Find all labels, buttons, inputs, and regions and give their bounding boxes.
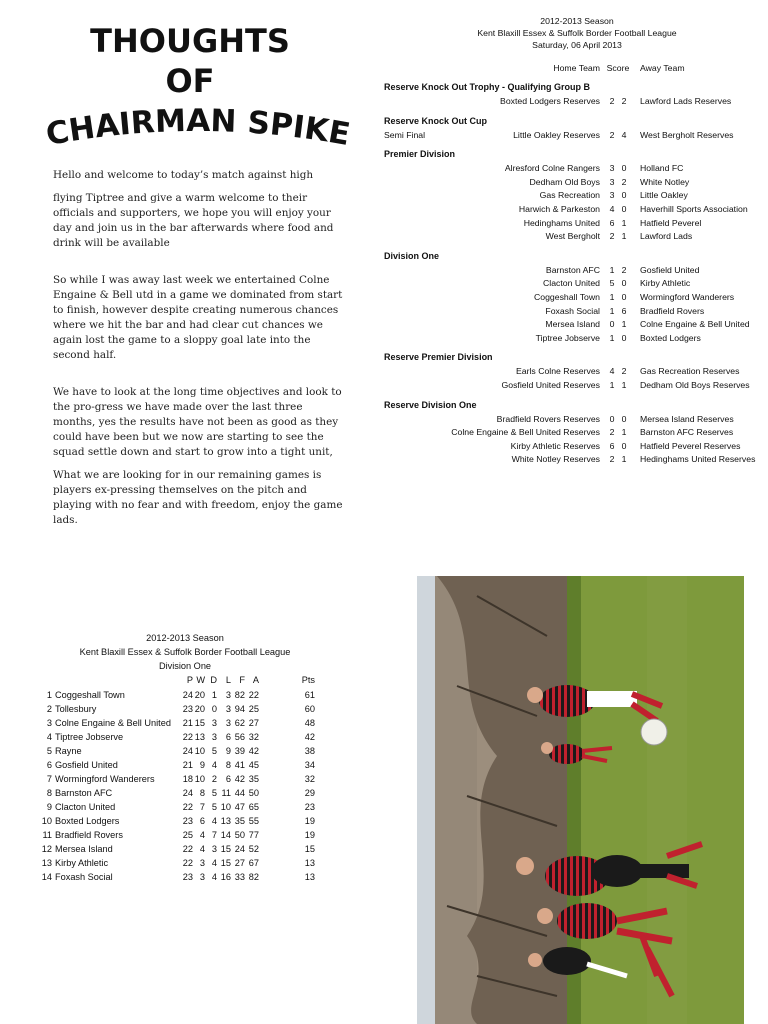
played: 24 [182, 746, 193, 756]
played: 21 [182, 718, 193, 728]
points: 42 [304, 732, 315, 742]
goals-for: 41 [234, 760, 245, 770]
home-score: 3 [609, 190, 615, 201]
lost: 3 [225, 704, 231, 714]
lost: 15 [220, 858, 231, 868]
away-team: Lawford Lads Reserves [640, 96, 732, 106]
home-score: 1 [609, 291, 615, 302]
away-team: Little Oakley [640, 190, 688, 201]
position: 6 [46, 760, 52, 770]
points: 23 [304, 802, 315, 812]
home-team: Barnston AFC [545, 264, 600, 275]
match-row [384, 129, 764, 143]
drawn: 4 [211, 816, 217, 826]
points: 19 [304, 830, 315, 840]
home-team: Colne Engaine & Bell United Reserves [451, 427, 600, 438]
match-row [384, 291, 764, 305]
won: 6 [199, 816, 205, 826]
team-name: Clacton United [55, 802, 116, 812]
home-team: Bradfield Rovers Reserves [496, 413, 600, 424]
away-score: 1 [621, 454, 627, 465]
results-header [390, 15, 764, 51]
away-score: 2 [621, 176, 627, 187]
away-team: Hatfield Peverel Reserves [640, 440, 741, 451]
lost: 14 [220, 830, 231, 840]
home-team: Tiptree Jobserve [535, 332, 600, 343]
photo-illustration [417, 576, 744, 1024]
home-team: Dedham Old Boys [529, 176, 600, 187]
table-row [40, 758, 330, 772]
home-score: 1 [609, 332, 615, 343]
away-score: 1 [621, 427, 627, 438]
lost: 10 [220, 802, 231, 812]
lost: 3 [225, 718, 231, 728]
article-paragraph: So while I was away last week we entertained Colne Engaine & Bell utd in a game we dominated from start to finish, however despite creating numerous chances where we hit the bar and had clear cut chances we again lost the game to a sloppy goal late into the second half. [53, 274, 343, 361]
goals-for: 44 [234, 788, 245, 798]
position: 8 [46, 788, 52, 798]
home-score: 0 [609, 413, 615, 424]
won: 7 [199, 802, 205, 812]
table-column-headers [40, 673, 330, 688]
team-name: Wormingford Wanderers [55, 774, 155, 784]
team-name: Foxash Social [55, 872, 113, 882]
home-score: 1 [609, 305, 615, 316]
col-away-team: Away Team [640, 63, 685, 73]
played: 18 [182, 774, 193, 784]
table-season: 2012-2013 Season [146, 633, 224, 643]
goals-against: 45 [248, 760, 259, 770]
won: 10 [194, 746, 205, 756]
points: 13 [304, 872, 315, 882]
article-paragraph: What we are looking for in our remaining games is players ex-pressing themselves on the pitch and playing with no fear and with freedom, enjoy the game lads. [53, 469, 343, 526]
match-row [384, 440, 764, 454]
goals-for: 39 [234, 746, 245, 756]
article-title [40, 18, 355, 158]
away-team: Kirby Athletic [640, 278, 691, 289]
lost: 6 [225, 774, 231, 784]
points: 13 [304, 858, 315, 868]
goals-for: 94 [234, 704, 245, 714]
match-row [384, 203, 764, 217]
team-name: Gosfield United [55, 760, 118, 770]
away-team: Lawford Lads [640, 231, 693, 242]
match-row [384, 230, 764, 244]
lost: 15 [220, 844, 231, 854]
away-team: Bradfield Rovers [640, 305, 705, 316]
table-body [40, 688, 330, 884]
goals-against: 67 [248, 858, 259, 868]
match-row [384, 95, 764, 109]
away-score: 0 [621, 440, 627, 451]
match-row [384, 426, 764, 440]
goals-for: 24 [234, 844, 245, 854]
article-paragraph: flying Tiptree and give a warm welcome to their officials and supporters, we hope you will enjoy your day and join us in the bar afterwards where food and drink will be available [53, 192, 334, 249]
points: 60 [304, 704, 315, 714]
played: 22 [182, 844, 193, 854]
points: 29 [304, 788, 315, 798]
table-header [40, 631, 330, 673]
match-row [384, 453, 764, 467]
drawn: 4 [211, 858, 217, 868]
away-score: 1 [621, 379, 627, 390]
match-row [384, 332, 764, 346]
away-team: Barnston AFC Reserves [640, 427, 734, 438]
table-row [40, 870, 330, 884]
away-score: 2 [621, 96, 627, 106]
table-row [40, 716, 330, 730]
home-score: 0 [609, 319, 615, 330]
table-row [40, 842, 330, 856]
team-name: Mersea Island [55, 844, 113, 854]
home-score: 2 [609, 427, 615, 438]
table-row [40, 828, 330, 842]
position: 2 [46, 704, 52, 714]
drawn: 5 [211, 788, 217, 798]
home-team: Gas Recreation [539, 190, 600, 201]
results-panel [384, 15, 764, 467]
col-a: A [252, 675, 259, 685]
home-team: Hedinghams United [523, 217, 600, 228]
team-name: Colne Engaine & Bell United [55, 718, 171, 728]
goals-against: 50 [248, 788, 259, 798]
points: 61 [304, 690, 315, 700]
home-team: Clacton United [543, 278, 600, 289]
table-league: Kent Blaxill Essex & Suffolk Border Football League [79, 647, 291, 657]
table-row [40, 730, 330, 744]
lost: 11 [221, 788, 231, 798]
away-score: 6 [621, 305, 627, 316]
away-team: Boxted Lodgers [640, 332, 701, 343]
title-line-1: THOUGHTS [90, 22, 290, 60]
lost: 8 [225, 760, 231, 770]
team-name: Boxted Lodgers [55, 816, 120, 826]
played: 22 [182, 802, 193, 812]
played: 24 [182, 690, 193, 700]
drawn: 4 [211, 760, 217, 770]
goals-for: 33 [234, 872, 245, 882]
won: 20 [194, 690, 205, 700]
position: 11 [42, 830, 52, 840]
position: 7 [46, 774, 52, 784]
won: 4 [199, 844, 205, 854]
results-sections [384, 79, 764, 467]
position: 4 [46, 732, 52, 742]
goals-for: 42 [234, 774, 245, 784]
away-score: 0 [621, 203, 627, 214]
away-team: Haverhill Sports Association [640, 203, 748, 214]
position: 5 [46, 746, 52, 756]
away-team: West Bergholt Reserves [640, 129, 734, 140]
played: 23 [182, 816, 193, 826]
home-team: Boxted Lodgers Reserves [500, 96, 600, 106]
goals-for: 82 [234, 690, 245, 700]
home-team: Harwich & Parkeston [518, 203, 600, 214]
goals-for: 50 [234, 830, 245, 840]
goals-for: 62 [234, 718, 245, 728]
won: 9 [199, 760, 205, 770]
won: 20 [194, 704, 205, 714]
team-name: Coggeshall Town [55, 690, 125, 700]
table-row [40, 786, 330, 800]
away-score: 1 [621, 231, 627, 242]
away-score: 2 [621, 366, 627, 377]
played: 24 [182, 788, 193, 798]
drawn: 0 [211, 704, 217, 714]
position: 12 [41, 844, 52, 854]
goals-against: 35 [248, 774, 259, 784]
match-row [384, 379, 764, 393]
away-team: Hatfield Peverel [640, 217, 702, 228]
col-w: W [196, 675, 205, 685]
away-team: White Notley [640, 176, 690, 187]
home-team: White Notley Reserves [511, 454, 600, 465]
home-score: 6 [609, 440, 615, 451]
home-score: 1 [609, 379, 615, 390]
team-name: Rayne [55, 746, 82, 756]
won: 8 [199, 788, 205, 798]
match-row [384, 162, 764, 176]
col-home-team: Home Team [553, 63, 600, 73]
home-team: West Bergholt [545, 231, 600, 242]
played: 23 [182, 872, 193, 882]
goals-against: 22 [248, 690, 259, 700]
points: 38 [304, 746, 315, 756]
title-line-3: CHAIRMAN SPIKE [43, 102, 353, 154]
drawn: 7 [211, 830, 217, 840]
results-league: Kent Blaxill Essex & Suffolk Border Football League [477, 28, 677, 38]
drawn: 3 [211, 732, 217, 742]
position: 1 [46, 690, 52, 700]
position: 9 [46, 802, 52, 812]
goals-against: 82 [248, 872, 259, 882]
home-score: 4 [609, 203, 615, 214]
points: 34 [304, 760, 315, 770]
won: 15 [194, 718, 205, 728]
team-name: Kirby Athletic [55, 858, 109, 868]
team-name: Tiptree Jobserve [55, 732, 124, 742]
home-score: 4 [609, 366, 615, 377]
chairman-article [53, 168, 343, 528]
away-score: 1 [621, 217, 627, 228]
col-f: F [239, 675, 245, 685]
away-score: 0 [621, 278, 627, 289]
match-row [384, 264, 764, 278]
home-score: 1 [609, 264, 615, 275]
away-score: 0 [621, 163, 627, 174]
goals-for: 56 [234, 732, 245, 742]
won: 3 [199, 872, 205, 882]
drawn: 5 [211, 746, 217, 756]
drawn: 1 [211, 690, 217, 700]
away-score: 1 [621, 319, 627, 330]
goals-against: 32 [248, 732, 259, 742]
drawn: 3 [211, 844, 217, 854]
table-row [40, 800, 330, 814]
table-row [40, 814, 330, 828]
points: 48 [304, 718, 315, 728]
drawn: 3 [211, 718, 217, 728]
lost: 16 [220, 872, 231, 882]
home-team: Mersea Island [545, 319, 600, 330]
goals-against: 77 [248, 830, 259, 840]
away-team: Dedham Old Boys Reserves [640, 379, 750, 390]
position: 3 [46, 718, 52, 728]
results-season: 2012-2013 Season [540, 16, 614, 26]
goals-against: 65 [248, 802, 259, 812]
team-name: Bradfield Rovers [55, 830, 123, 840]
position: 14 [41, 872, 52, 882]
played: 21 [182, 760, 193, 770]
home-score: 3 [609, 163, 615, 174]
goals-against: 27 [248, 718, 259, 728]
table-row [40, 772, 330, 786]
lost: 6 [225, 732, 231, 742]
results-date: Saturday, 06 April 2013 [532, 40, 622, 50]
away-score: 2 [621, 264, 627, 275]
article-paragraph: Hello and welcome to today’s match against high [53, 169, 314, 181]
played: 22 [182, 858, 193, 868]
col-d: D [210, 675, 217, 685]
goals-against: 42 [248, 746, 259, 756]
won: 13 [194, 732, 205, 742]
home-team: Little Oakley Reserves [513, 129, 600, 140]
results-section-title: Reserve Premier Division [384, 352, 493, 363]
goals-against: 55 [248, 816, 259, 826]
drawn: 4 [211, 872, 217, 882]
home-score: 5 [609, 278, 615, 289]
home-team: Kirby Athletic Reserves [510, 440, 600, 451]
away-team: Mersea Island Reserves [640, 413, 734, 424]
home-team: Foxash Social [545, 305, 600, 316]
results-section-title: Reserve Knock Out Trophy - Qualifying Group B [384, 82, 591, 92]
goals-against: 25 [248, 704, 259, 714]
won: 4 [199, 830, 205, 840]
points: 32 [304, 774, 315, 784]
col-pts: Pts [301, 675, 315, 685]
match-row [384, 318, 764, 332]
goals-for: 27 [234, 858, 245, 868]
results-section-title: Reserve Knock Out Cup [384, 115, 488, 126]
away-team: Holland FC [640, 163, 684, 174]
table-row [40, 688, 330, 702]
football-match-photo [417, 576, 744, 1024]
goals-for: 35 [234, 816, 245, 826]
lost: 3 [225, 690, 231, 700]
points: 15 [304, 844, 315, 854]
points: 19 [304, 816, 315, 826]
played: 25 [182, 830, 193, 840]
home-score: 6 [609, 217, 615, 228]
results-column-headers [384, 61, 764, 75]
match-round-label: Semi Final [384, 129, 426, 140]
match-row [384, 365, 764, 379]
match-row [384, 305, 764, 319]
away-team: Gosfield United [640, 264, 700, 275]
col-p: P [186, 675, 193, 685]
home-score: 2 [609, 96, 615, 106]
away-team: Colne Engaine & Bell United [640, 319, 750, 330]
won: 3 [199, 858, 205, 868]
title-line-2: OF [165, 62, 215, 100]
col-score: Score [606, 63, 630, 73]
match-row [384, 189, 764, 203]
away-team: Gas Recreation Reserves [640, 366, 740, 377]
drawn: 5 [211, 802, 217, 812]
away-score: 4 [621, 129, 627, 140]
results-section-title: Reserve Division One [384, 399, 477, 410]
col-l: L [225, 675, 231, 685]
lost: 9 [225, 746, 231, 756]
away-team: Hedinghams United Reserves [640, 454, 756, 465]
home-score: 2 [609, 231, 615, 242]
home-team: Gosfield United Reserves [501, 379, 600, 390]
match-row [384, 413, 764, 427]
match-row [384, 176, 764, 190]
home-score: 2 [609, 454, 615, 465]
home-score: 2 [609, 129, 615, 140]
home-team: Alresford Colne Rangers [504, 163, 600, 174]
article-paragraph: We have to look at the long time objectives and look to the pro-gress we have made over the last three months, yes the results have not been as good as they could have been but we now are starting to see the squad settle down and start to grow into a tight unit, [53, 386, 342, 458]
home-team: Earls Colne Reserves [515, 366, 600, 377]
results-section-title: Division One [384, 250, 440, 261]
goals-against: 52 [248, 844, 259, 854]
played: 22 [182, 732, 193, 742]
match-row [384, 217, 764, 231]
away-team: Wormingford Wanderers [640, 291, 735, 302]
table-row [40, 744, 330, 758]
team-name: Tollesbury [55, 704, 97, 714]
lost: 13 [220, 816, 231, 826]
away-score: 0 [621, 190, 627, 201]
league-table [40, 631, 330, 884]
goals-for: 47 [234, 802, 245, 812]
team-name: Barnston AFC [55, 788, 113, 798]
table-row [40, 856, 330, 870]
away-score: 0 [621, 291, 627, 302]
played: 23 [182, 704, 193, 714]
match-row [384, 277, 764, 291]
away-score: 0 [621, 413, 627, 424]
table-division: Division One [158, 661, 212, 671]
results-section-title: Premier Division [384, 149, 456, 160]
away-score: 0 [621, 332, 627, 343]
won: 10 [194, 774, 205, 784]
position: 10 [41, 816, 52, 826]
home-team: Coggeshall Town [533, 291, 600, 302]
table-row [40, 702, 330, 716]
drawn: 2 [211, 774, 217, 784]
home-score: 3 [609, 176, 615, 187]
position: 13 [41, 858, 52, 868]
